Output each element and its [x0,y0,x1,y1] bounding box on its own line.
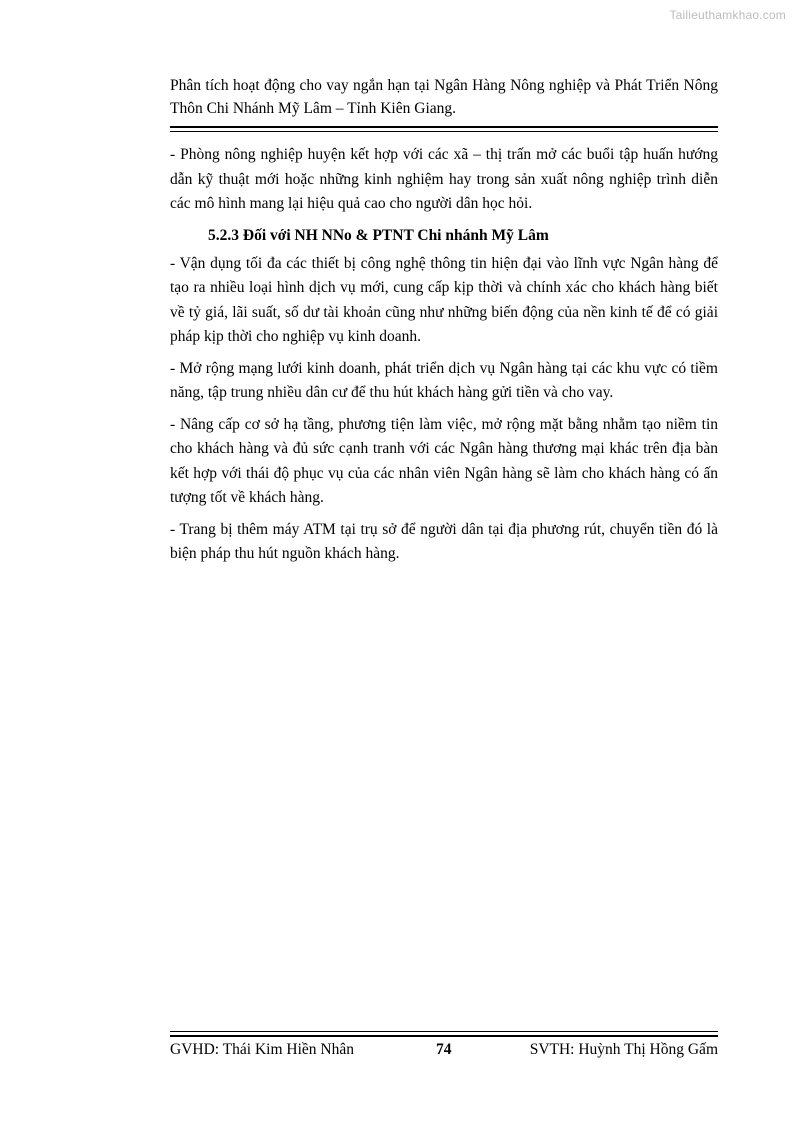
paragraph-network-expansion: - Mở rộng mạng lưới kinh doanh, phát triển dịch vụ Ngân hàng tại các khu vực có tiềm năng, tập trung nhiều dân cư để thu hút khách hàng gửi tiền và cho vay. [170,359,718,401]
watermark: Tailieuthamkhao.com [669,8,786,22]
intro-paragraph: - Phòng nông nghiệp huyện kết hợp với các xã – thị trấn mở các buổi tập huấn hướng dẫn kỹ thuật mới hoặc những kinh nghiệm hay trong sản xuất nông nghiệp trình diễn các mô hình mang lại hiệu quả cao cho người dân học hỏi. [170,146,718,212]
header-rule-thick [170,126,718,128]
page-footer [170,1039,718,1061]
footer-student: SVTH: Huỳnh Thị Hồng Gấm [529,1041,718,1058]
page-header-title: Phân tích hoạt động cho vay ngắn hạn tại Ngân Hàng Nông nghiệp và Phát Triển Nông Thôn Chi Nhánh Mỹ Lâm – Tỉnh Kiên Giang. [170,77,718,117]
section-heading: 5.2.3 Đối với NH NNo & PTNT Chi nhánh Mỹ Lâm [208,226,549,244]
paragraph-technology: - Vận dụng tối đa các thiết bị công nghệ thông tin hiện đại vào lĩnh vực Ngân hàng để tạo ra nhiều loại hình dịch vụ mới, cung cấp kịp thời và chính xác cho khách hàng biết về tỷ giá, lãi suất, số dư tài khoản cũng như những biến động của nền kinh tế để có giải pháp kịp thời cho nghiệp vụ kinh doanh. [170,254,718,345]
footer-advisor: GVHD: Thái Kim Hiền Nhân [170,1041,354,1058]
page-number: 74 [436,1041,452,1058]
paragraph-infrastructure: - Nâng cấp cơ sở hạ tầng, phương tiện làm việc, mở rộng mặt bằng nhằm tạo niềm tin cho khách hàng và đủ sức cạnh tranh với các Ngân hàng thương mại khác trên địa bàn kết hợp với thái độ phục vụ của các nhân viên Ngân hàng sẽ làm cho khách hàng có ấn tượng tốt về khách hàng. [170,415,718,506]
header-rule-thin [170,131,718,132]
paragraph-atm: - Trang bị thêm máy ATM tại trụ sở để người dân tại địa phương rút, chuyển tiền đó là biện pháp thu hút nguồn khách hàng. [170,520,718,562]
document-body [170,143,718,574]
footer-rule-thick [170,1035,718,1037]
footer-rule-thin [170,1031,718,1032]
